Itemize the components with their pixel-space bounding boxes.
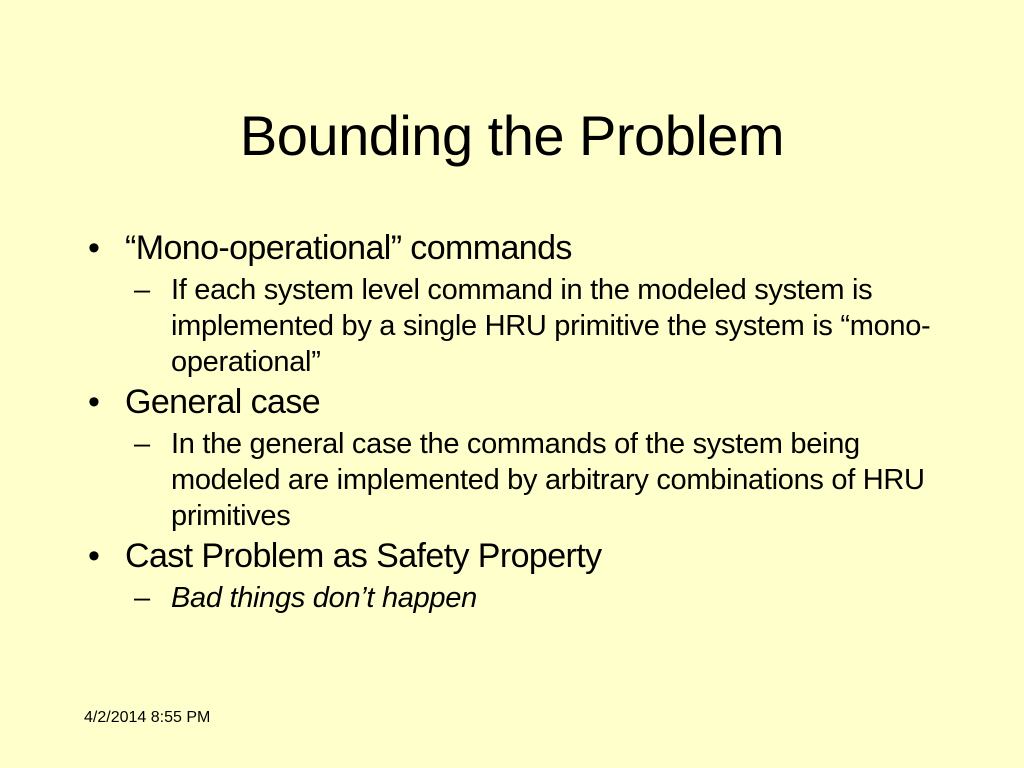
sub-bullet-text: If each system level command in the modeled system is implemented by a single HRU primitive the system is “mono-operational” [171, 274, 931, 378]
sub-bullet-item [134, 580, 948, 616]
sub-bullet-item [134, 426, 948, 534]
dash-icon: – [134, 274, 150, 306]
bullet-item [88, 380, 948, 424]
bullet-text: General case [125, 383, 321, 421]
bullet-icon: • [88, 229, 100, 267]
sub-bullet-text: Bad things don’t happen [171, 582, 477, 614]
footer-timestamp: 4/2/2014 8:55 PM [84, 709, 211, 726]
bullet-text: “Mono-operational” commands [125, 229, 572, 267]
bullet-item [88, 534, 948, 578]
bullet-list [88, 226, 948, 616]
dash-icon: – [134, 582, 150, 614]
bullet-item [88, 226, 948, 270]
bullet-text: Cast Problem as Safety Property [125, 537, 602, 575]
slide-title: Bounding the Problem [239, 104, 785, 167]
sub-bullet-text: In the general case the commands of the system being modeled are implemented by arbitrary combinations of HRU primitives [171, 428, 925, 532]
bullet-icon: • [88, 383, 100, 421]
bullet-icon: • [88, 537, 100, 575]
sub-bullet-item [134, 272, 948, 380]
dash-icon: – [134, 428, 150, 460]
